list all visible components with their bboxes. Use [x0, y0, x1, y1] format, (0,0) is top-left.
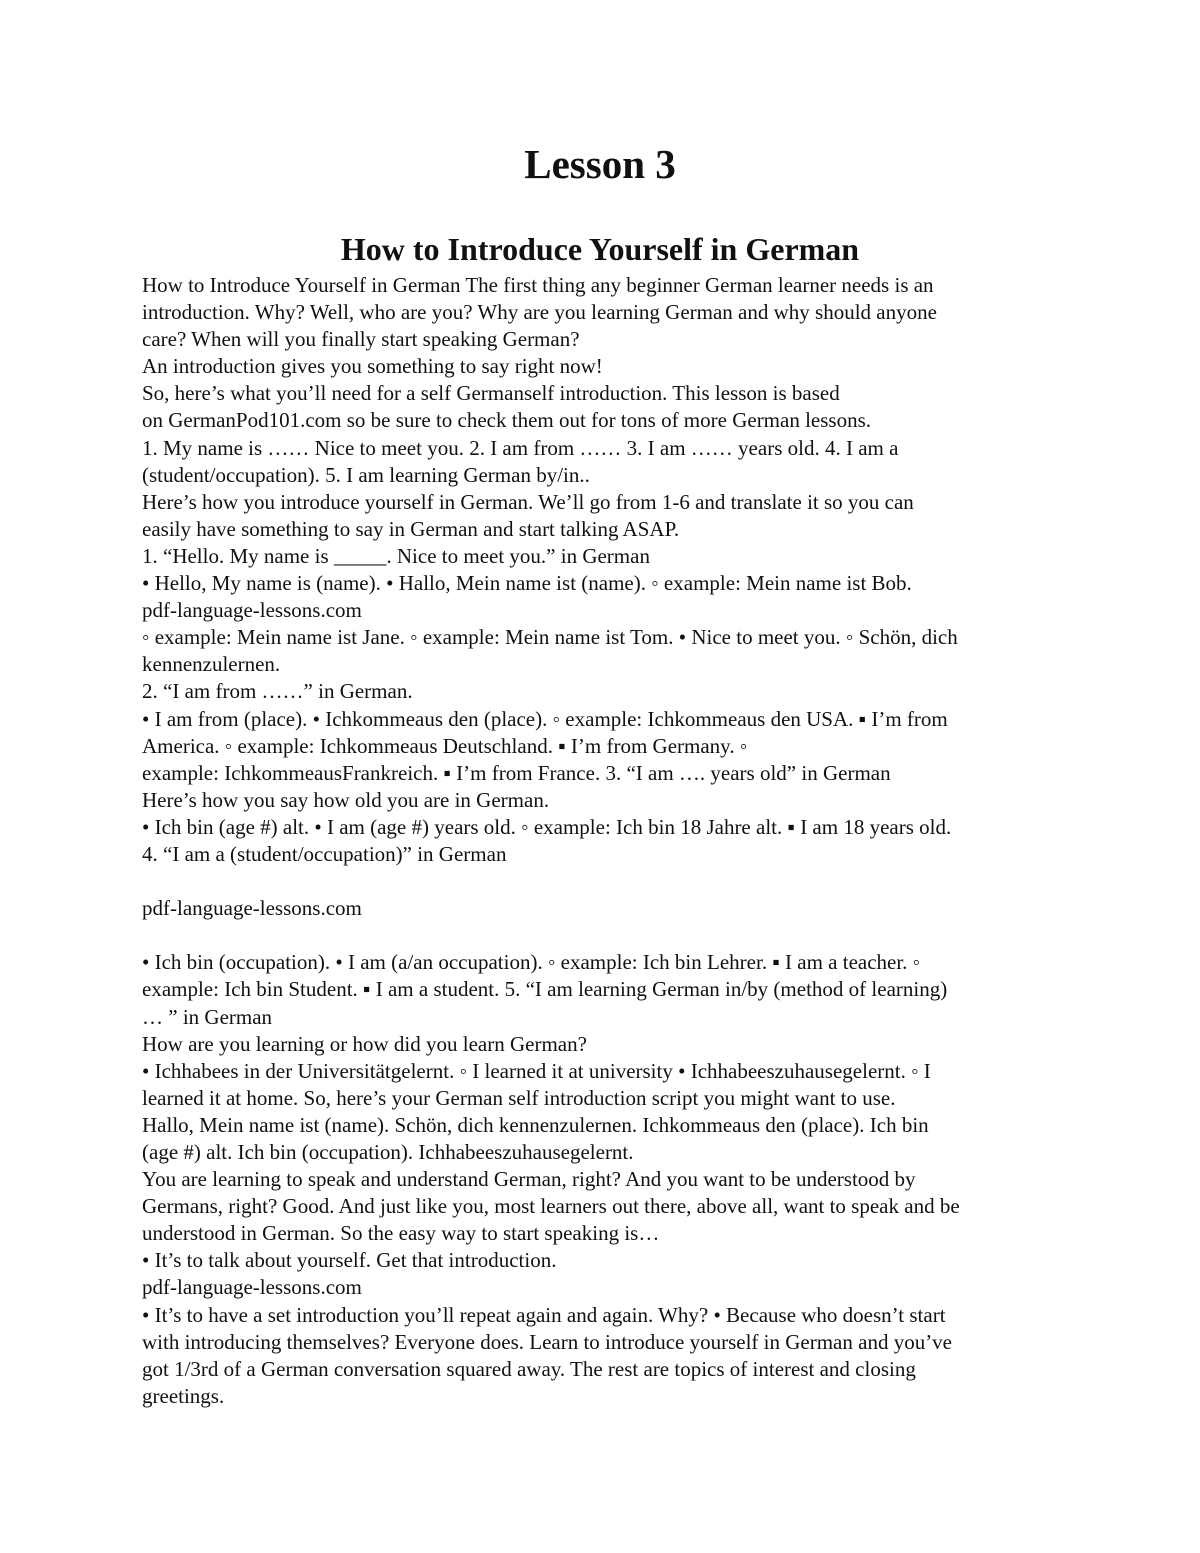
lesson-subtitle: How to Introduce Yourself in German: [340, 231, 860, 267]
text-line: • Ich bin (age #) alt. • I am (age #) years old. ◦ example: Ich bin 18 Jahre alt. ▪ I am 18 years old.: [142, 814, 952, 839]
text-line: understood in German. So the easy way to start speaking is…: [142, 1221, 660, 1246]
text-line: care? When will you finally start speaking German?: [142, 327, 580, 352]
text-line: [142, 868, 1067, 895]
text-line: (age #) alt. Ich bin (occupation). Ichhabeeszuhausegelernt.: [142, 1140, 634, 1164]
text-line: on GermanPod101.com so be sure to check them out for tons of more German lessons.: [142, 408, 872, 433]
body-text: [142, 272, 1067, 1410]
text-line: pdf-language-lessons.com: [142, 896, 362, 921]
text-line: (student/occupation). 5. I am learning German by/in..: [142, 462, 590, 487]
text-line: So, here’s what you’ll need for a self Germanself introduction. This lesson is based: [142, 381, 840, 406]
text-line: You are learning to speak and understand German, right? And you want to be understood by: [142, 1167, 916, 1192]
text-line: learned it at home. So, here’s your German self introduction script you might want to use.: [142, 1085, 896, 1110]
text-line: Germans, right? Good. And just like you, most learners out there, above all, want to speak and be: [142, 1194, 960, 1219]
text-line: Hallo, Mein name ist (name). Schön, dich kennenzulernen. Ichkommeaus den (place). Ich bin: [142, 1112, 929, 1137]
text-line: America. ◦ example: Ichkommeaus Deutschland. ▪ I’m from Germany. ◦: [142, 733, 748, 758]
text-line: An introduction gives you something to say right now!: [142, 354, 603, 379]
text-line: How to Introduce Yourself in German The first thing any beginner German learner needs is an: [142, 273, 934, 297]
text-line: introduction. Why? Well, who are you? Why are you learning German and why should anyone: [142, 300, 937, 325]
text-line: ◦ example: Mein name ist Jane. ◦ example: Mein name ist Tom. • Nice to meet you. ◦ Schön, dich: [142, 625, 958, 650]
text-line: pdf-language-lessons.com: [142, 598, 362, 623]
text-line: easily have something to say in German and start talking ASAP.: [142, 516, 680, 541]
text-line: greetings.: [142, 1383, 225, 1408]
text-line: 2. “I am from ……” in German.: [142, 679, 413, 704]
text-line: kennenzulernen.: [142, 652, 281, 677]
text-line: Here’s how you introduce yourself in German. We’ll go from 1-6 and translate it so you can: [142, 489, 914, 514]
text-line: • Hello, My name is (name). • Hallo, Mein name ist (name). ◦ example: Mein name ist Bob.: [142, 571, 912, 596]
text-line: • I am from (place). • Ichkommeaus den (place). ◦ example: Ichkommeaus den USA. ▪ I’m from: [142, 706, 948, 731]
text-line: … ” in German: [142, 1004, 273, 1029]
text-line: example: IchkommeausFrankreich. ▪ I’m from France. 3. “I am …. years old” in German: [142, 760, 891, 785]
text-line: • It’s to have a set introduction you’ll repeat again and again. Why? • Because who doesn’t start: [142, 1302, 946, 1327]
text-line: pdf-language-lessons.com: [142, 1275, 362, 1300]
text-line: Here’s how you say how old you are in German.: [142, 787, 550, 812]
text-line: got 1/3rd of a German conversation squared away. The rest are topics of interest and closing: [142, 1356, 916, 1381]
text-line: 4. “I am a (student/occupation)” in German: [142, 841, 507, 866]
text-line: example: Ich bin Student. ▪ I am a student. 5. “I am learning German in/by (method of learning): [142, 977, 948, 1002]
text-line: 1. My name is …… Nice to meet you. 2. I am from …… 3. I am …… years old. 4. I am a: [142, 435, 899, 460]
lesson-title: Lesson 3: [524, 141, 676, 187]
text-line: How are you learning or how did you learn German?: [142, 1031, 587, 1056]
text-line: • Ich bin (occupation). • I am (a/an occupation). ◦ example: Ich bin Lehrer. ▪ I am a teacher. ◦: [142, 950, 921, 975]
text-line: • It’s to talk about yourself. Get that introduction.: [142, 1248, 557, 1273]
text-line: • Ichhabees in der Universitätgelernt. ◦ I learned it at university • Ichhabeeszuhausegelernt. ◦ I: [142, 1058, 931, 1083]
text-line: [142, 922, 1067, 949]
text-line: with introducing themselves? Everyone does. Learn to introduce yourself in German and you’ve: [142, 1329, 953, 1354]
text-line: 1. “Hello. My name is _____. Nice to meet you.” in German: [142, 543, 650, 568]
